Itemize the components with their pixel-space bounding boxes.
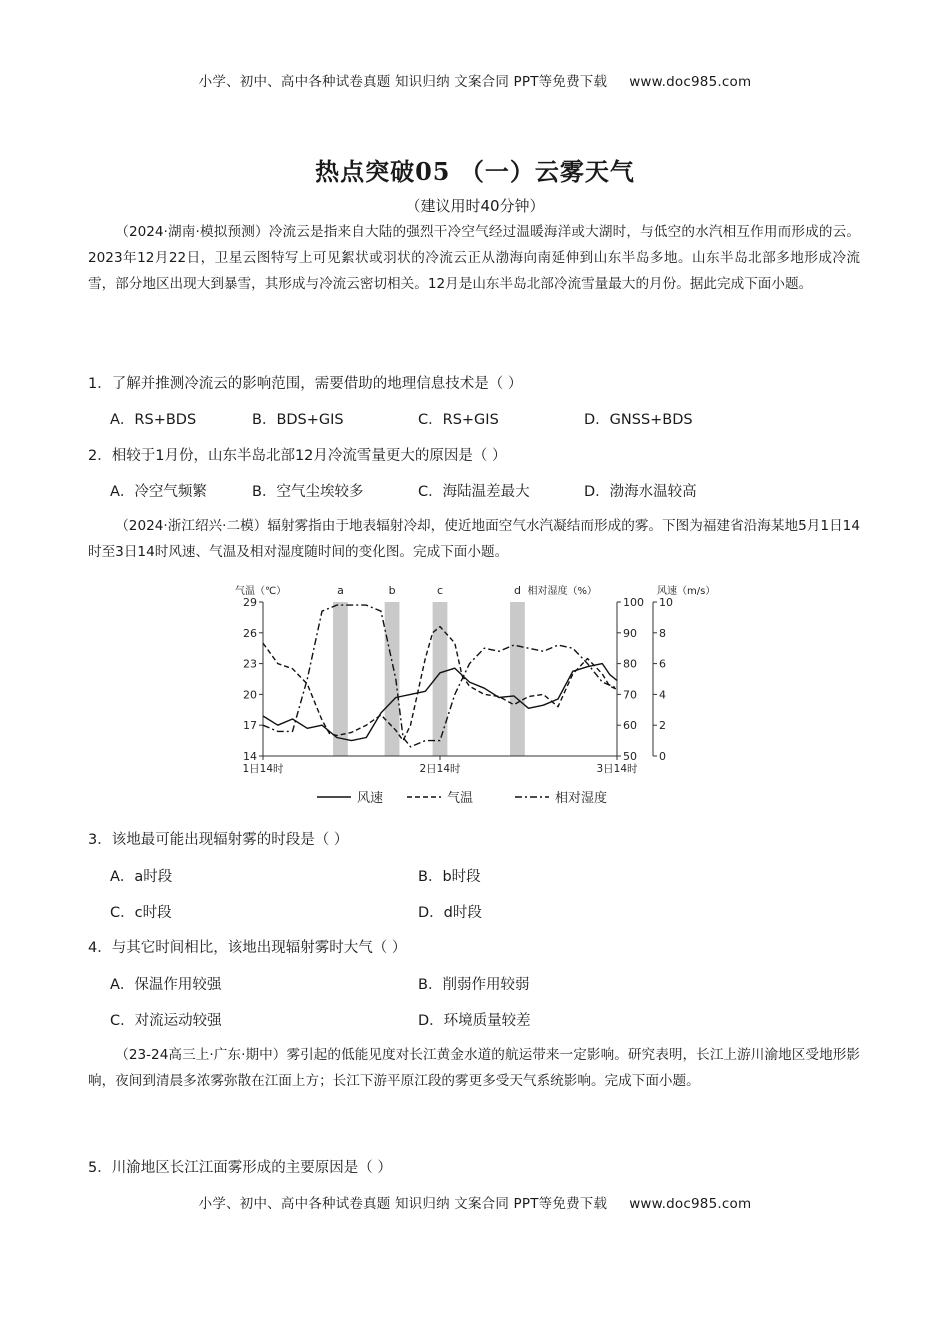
footer-text: 小学、初中、高中各种试卷真题 知识归纳 文案合同 PPT等免费下载 bbox=[198, 1196, 608, 1212]
wind-tick-label: 4 bbox=[659, 688, 666, 702]
x-tick-label: 2日14时 bbox=[419, 763, 461, 775]
legend-label-humidity: 相对湿度 bbox=[555, 791, 608, 806]
humidity-tick-label: 50 bbox=[623, 750, 637, 763]
shaded-label-a: a bbox=[337, 584, 344, 597]
humidity-tick-label: 60 bbox=[623, 719, 637, 733]
page-header bbox=[0, 70, 950, 90]
q2-option-a: A．冷空气频繁 bbox=[110, 484, 207, 500]
shaded-label-b: b bbox=[388, 584, 396, 597]
wind-tick-label: 6 bbox=[659, 657, 666, 671]
temp-tick-label: 14 bbox=[243, 750, 257, 763]
legend-label-wind: 风速 bbox=[357, 791, 384, 806]
temp-tick-label: 20 bbox=[243, 688, 257, 702]
temp-tick-label: 23 bbox=[243, 657, 257, 671]
q4-option-b: B．削弱作用较弱 bbox=[418, 977, 530, 993]
humidity-axis-title: 相对湿度（%） bbox=[527, 586, 597, 597]
question-1-stem: 1．了解并推测冷流云的影响范围，需要借助的地理信息技术是（ ） bbox=[88, 376, 523, 392]
x-tick-label: 1日14时 bbox=[242, 763, 284, 775]
footer-url[interactable]: www.doc985.com bbox=[629, 1196, 752, 1212]
passage-3: （23-24高三上·广东·期中）雾引起的低能见度对长江黄金水道的航运带来一定影响。研究表明，长江上游川渝地区受地形影响，夜间到清晨多浓雾弥散在江面上方；长江下游平原江段的雾更多受天气系统影响。完成下面小题。 bbox=[88, 1047, 860, 1089]
q1-option-b: B．BDS+GIS bbox=[252, 412, 344, 428]
question-2-stem: 2．相较于1月份，山东半岛北部12月冷流雪量更大的原因是（ ） bbox=[88, 448, 507, 464]
page-footer bbox=[0, 1192, 950, 1212]
legend-label-temperature: 气温 bbox=[447, 791, 474, 806]
shaded-label-d: d bbox=[513, 584, 521, 597]
temp-tick-label: 26 bbox=[243, 626, 257, 640]
q2-option-b: B．空气尘埃较多 bbox=[252, 484, 364, 500]
wind-tick-label: 8 bbox=[659, 626, 666, 640]
page-subtitle: （建议用时40分钟） bbox=[405, 197, 545, 215]
shaded-period-a bbox=[333, 602, 348, 756]
humidity-tick-label: 90 bbox=[623, 626, 637, 640]
wind-tick-label: 10 bbox=[659, 596, 673, 609]
wind-tick-label: 2 bbox=[659, 719, 666, 733]
shaded-period-b bbox=[385, 602, 400, 756]
temp-axis-title: 气温（℃） bbox=[235, 586, 287, 597]
question-4-stem: 4．与其它时间相比，该地出现辐射雾时大气（ ） bbox=[88, 940, 407, 956]
page-title: 热点突破05 （一）云雾天气 bbox=[315, 157, 635, 186]
question-3-stem: 3．该地最可能出现辐射雾的时段是（ ） bbox=[88, 832, 349, 848]
passage-2: （2024·浙江绍兴·二模）辐射雾指由于地表辐射冷却，使近地面空气水汽凝结而形成的雾。下图为福建省沿海某地5月1日14时至3日14时风速、气温及相对湿度随时间的变化图。完成下面小题。 bbox=[88, 518, 860, 560]
q4-option-c: C．对流运动较强 bbox=[110, 1013, 222, 1029]
header-url[interactable]: www.doc985.com bbox=[629, 74, 752, 90]
q2-option-c: C．海陆温差最大 bbox=[418, 484, 530, 500]
header-text: 小学、初中、高中各种试卷真题 知识归纳 文案合同 PPT等免费下载 bbox=[198, 74, 608, 90]
humidity-tick-label: 80 bbox=[623, 657, 637, 671]
q4-option-d: D．环境质量较差 bbox=[418, 1013, 531, 1029]
q4-option-a: A．保温作用较强 bbox=[110, 977, 222, 993]
weather-chart bbox=[225, 578, 725, 810]
q3-option-b: B．b时段 bbox=[418, 869, 481, 885]
wind-axis-title: 风速（m/s） bbox=[657, 586, 716, 597]
x-tick-label: 3日14时 bbox=[596, 763, 638, 775]
shaded-period-d bbox=[510, 602, 525, 756]
q3-option-c: C．c时段 bbox=[110, 905, 172, 921]
humidity-tick-label: 100 bbox=[623, 596, 644, 609]
q1-option-c: C．RS+GIS bbox=[418, 412, 499, 428]
humidity-tick-label: 70 bbox=[623, 688, 637, 702]
shaded-label-c: c bbox=[436, 584, 444, 597]
temp-tick-label: 17 bbox=[243, 719, 257, 733]
passage-1: （2024·湖南·模拟预测）冷流云是指来自大陆的强烈干冷空气经过温暖海洋或大湖时，与低空的水汽相互作用而形成的云。2023年12月22日，卫星云图特写上可见絮状或羽状的冷流云正从渤海向南延伸到山东半岛多地。山东半岛北部多地形成冷流雪，部分地区出现大到暴雪，其形成与冷流云密切相关。12月是山东半岛北部冷流雪量最大的月份。据此完成下面小题。 bbox=[88, 224, 860, 292]
q3-option-a: A．a时段 bbox=[110, 869, 173, 885]
question-5-stem: 5．川渝地区长江江面雾形成的主要原因是（ ） bbox=[88, 1160, 392, 1176]
q3-option-d: D．d时段 bbox=[418, 905, 482, 921]
q2-option-d: D．渤海水温较高 bbox=[584, 484, 697, 500]
wind-tick-label: 0 bbox=[659, 750, 666, 763]
q1-option-d: D．GNSS+BDS bbox=[584, 412, 693, 428]
temp-tick-label: 29 bbox=[243, 596, 257, 609]
q1-option-a: A．RS+BDS bbox=[110, 412, 197, 428]
